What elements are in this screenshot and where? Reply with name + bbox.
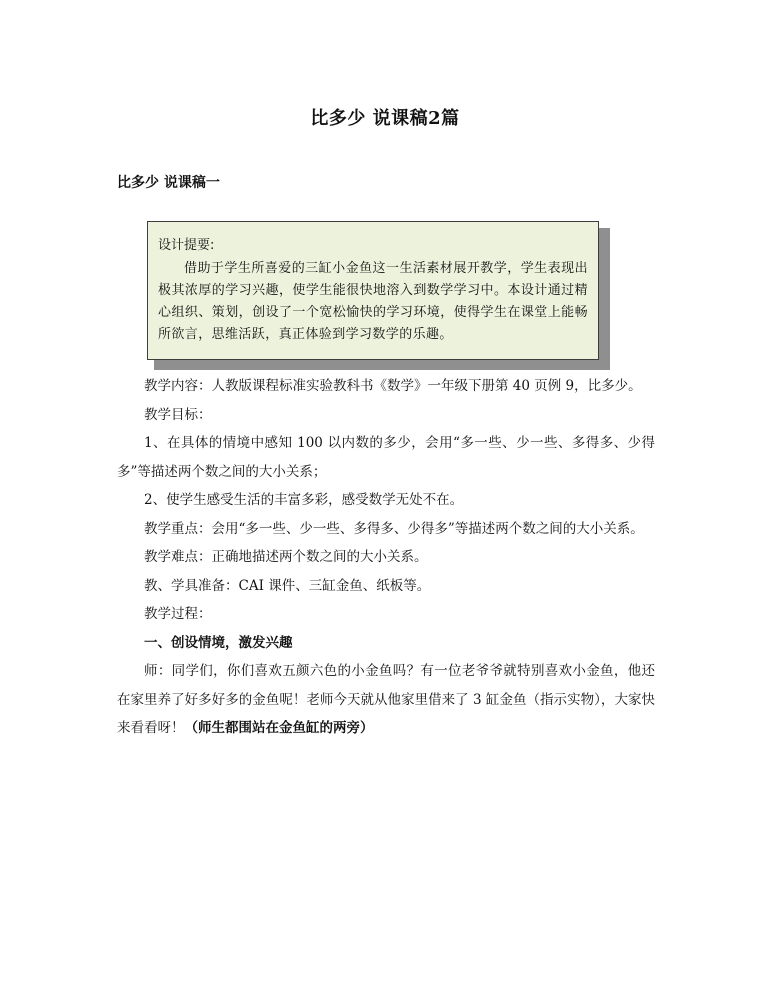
document-title: 比多少 说课稿2篇 [310,108,460,129]
design-box-heading: 设计提要: [158,238,215,253]
section-subtitle: 比多少 说课稿一 [117,175,220,191]
teaching-key-point: 教学重点：会用“多一些、少一些、多得多、少得多”等描述两个数之间的大小关系。 [144,520,644,537]
design-summary-box [147,221,599,360]
teaching-goals-label: 教学目标： [144,406,212,423]
teaching-process-label: 教学过程： [144,606,212,622]
design-box-text: 借助于学生所喜爱的三缸小金鱼这一生活素材展开教学，学生表现出极其浓厚的学习兴趣，使学生能很快地溶入到数学学习中。本设计通过精心组织、策划，创设了一个宽松愉快的学习环境，使得学生在课堂上能畅所欲言，思维活跃，真正体验到学习数学的乐趣。 [158,261,588,342]
teacher-stage-note: （师生都围站在金鱼缸的两旁） [184,720,374,736]
teaching-goal-1: 1、在具体的情境中感知 100 以内数的多少，会用“多一些、少一些、多得多、少得多”等描述两个数之间的大小关系； [117,435,655,480]
teacher-dialogue-paragraph [117,657,655,743]
teaching-goal-2: 2、使学生感受生活的丰富多彩，感受数学无处不在。 [144,492,464,508]
section-heading-1: 一、创设情境，激发兴趣 [144,634,293,651]
teaching-difficulty: 教学难点：正确地描述两个数之间的大小关系。 [144,549,428,565]
teacher-dialogue-text: 师：同学们，你们喜欢五颜六色的小金鱼吗？有一位老爷爷就特别喜欢小金鱼，他还在家里养了好多好多的金鱼呢！老师今天就从他家里借来了 3 缸金鱼（指示实物），大家快来看看呀！ [117,663,655,736]
document-body [117,372,655,743]
teaching-preparation: 教、学具准备：CAI 课件、三缸金鱼、纸板等。 [144,577,431,594]
teaching-content-paragraph: 教学内容：人教版课程标准实验教科书《数学》一年级下册第 40 页例 9，比多少。 [144,378,642,394]
